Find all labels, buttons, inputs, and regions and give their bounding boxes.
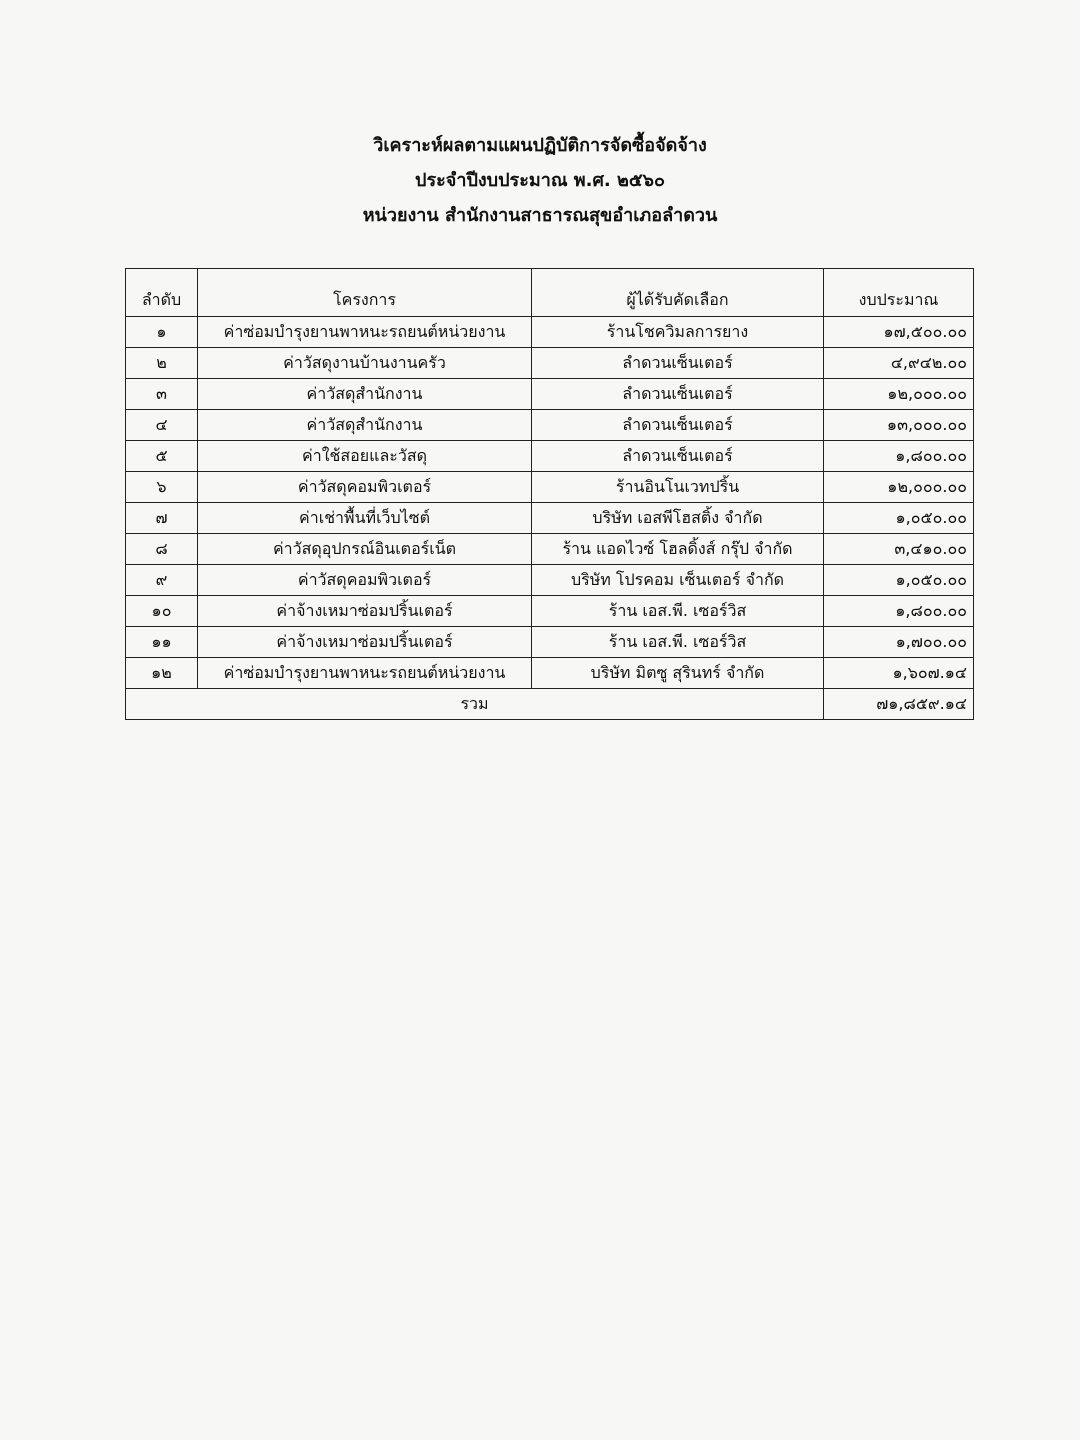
row-number: ๓ <box>126 379 198 410</box>
table-row <box>126 441 974 472</box>
row-budget: ๑๒,๐๐๐.๐๐ <box>824 472 974 503</box>
column-header-budget: งบประมาณ <box>824 269 974 317</box>
row-project: ค่าซ่อมบำรุงยานพาหนะรถยนต์หน่วยงาน <box>198 317 532 348</box>
row-number: ๘ <box>126 534 198 565</box>
row-vendor: ลำดวนเซ็นเตอร์ <box>532 379 824 410</box>
row-project: ค่าจ้างเหมาซ่อมปริ้นเตอร์ <box>198 596 532 627</box>
procurement-table <box>125 268 974 720</box>
row-number: ๑ <box>126 317 198 348</box>
table-row <box>126 627 974 658</box>
total-value: ๗๑,๘๕๙.๑๔ <box>824 689 974 720</box>
row-budget: ๓,๔๑๐.๐๐ <box>824 534 974 565</box>
row-budget: ๑๒,๐๐๐.๐๐ <box>824 379 974 410</box>
row-project: ค่าวัสดุสำนักงาน <box>198 379 532 410</box>
row-project: ค่าวัสดุงานบ้านงานครัว <box>198 348 532 379</box>
row-vendor: ลำดวนเซ็นเตอร์ <box>532 410 824 441</box>
total-row <box>126 689 974 720</box>
row-number: ๙ <box>126 565 198 596</box>
table-row <box>126 534 974 565</box>
table-row <box>126 317 974 348</box>
table-row <box>126 565 974 596</box>
row-budget: ๑,๖๐๗.๑๔ <box>824 658 974 689</box>
row-budget: ๑,๐๕๐.๐๐ <box>824 503 974 534</box>
row-vendor: ร้าน เอส.พี. เซอร์วิส <box>532 627 824 658</box>
row-budget: ๑๗,๕๐๐.๐๐ <box>824 317 974 348</box>
row-vendor: ร้าน เอส.พี. เซอร์วิส <box>532 596 824 627</box>
total-label: รวม <box>126 689 824 720</box>
row-project: ค่าวัสดุคอมพิวเตอร์ <box>198 565 532 596</box>
row-project: ค่าวัสดุคอมพิวเตอร์ <box>198 472 532 503</box>
row-number: ๔ <box>126 410 198 441</box>
row-project: ค่าจ้างเหมาซ่อมปริ้นเตอร์ <box>198 627 532 658</box>
row-vendor: ร้าน แอดไวซ์ โฮลดิ้งส์ กรุ๊ป จำกัด <box>532 534 824 565</box>
row-vendor: บริษัท โปรคอม เซ็นเตอร์ จำกัด <box>532 565 824 596</box>
document-header <box>0 128 1080 233</box>
table-row <box>126 379 974 410</box>
row-budget: ๑,๘๐๐.๐๐ <box>824 596 974 627</box>
row-project: ค่าใช้สอยและวัสดุ <box>198 441 532 472</box>
row-budget: ๑,๘๐๐.๐๐ <box>824 441 974 472</box>
table-row <box>126 596 974 627</box>
table-row <box>126 503 974 534</box>
row-budget: ๑,๗๐๐.๐๐ <box>824 627 974 658</box>
row-project: ค่าวัสดุอุปกรณ์อินเตอร์เน็ต <box>198 534 532 565</box>
column-header-project: โครงการ <box>198 269 532 317</box>
table-header-row <box>126 269 974 317</box>
row-vendor: ลำดวนเซ็นเตอร์ <box>532 348 824 379</box>
row-vendor: ร้านอินโนเวทปริ้น <box>532 472 824 503</box>
column-header-no: ลำดับ <box>126 269 198 317</box>
row-vendor: บริษัท เอสพีโฮสติ้ง จำกัด <box>532 503 824 534</box>
table-row <box>126 410 974 441</box>
row-project: ค่าซ่อมบำรุงยานพาหนะรถยนต์หน่วยงาน <box>198 658 532 689</box>
row-budget: ๔,๙๔๒.๐๐ <box>824 348 974 379</box>
row-project: ค่าวัสดุสำนักงาน <box>198 410 532 441</box>
row-budget: ๑๓,๐๐๐.๐๐ <box>824 410 974 441</box>
row-number: ๖ <box>126 472 198 503</box>
row-number: ๑๑ <box>126 627 198 658</box>
row-number: ๑๐ <box>126 596 198 627</box>
table-row <box>126 348 974 379</box>
table-row <box>126 472 974 503</box>
column-header-vendor: ผู้ได้รับคัดเลือก <box>532 269 824 317</box>
table-row <box>126 658 974 689</box>
row-number: ๑๒ <box>126 658 198 689</box>
row-number: ๗ <box>126 503 198 534</box>
row-project: ค่าเช่าพื้นที่เว็บไซต์ <box>198 503 532 534</box>
agency-line: หน่วยงาน สำนักงานสาธารณสุขอำเภอลำดวน <box>362 205 718 226</box>
row-vendor: บริษัท มิตซู สุรินทร์ จำกัด <box>532 658 824 689</box>
row-number: ๕ <box>126 441 198 472</box>
row-vendor: ลำดวนเซ็นเตอร์ <box>532 441 824 472</box>
fiscal-year-line: ประจำปีงบประมาณ พ.ศ. ๒๕๖๐ <box>415 170 665 191</box>
row-budget: ๑,๐๕๐.๐๐ <box>824 565 974 596</box>
row-vendor: ร้านโชควิมลการยาง <box>532 317 824 348</box>
document-title: วิเคราะห์ผลตามแผนปฏิบัติการจัดซื้อจัดจ้าง <box>373 135 707 156</box>
row-number: ๒ <box>126 348 198 379</box>
